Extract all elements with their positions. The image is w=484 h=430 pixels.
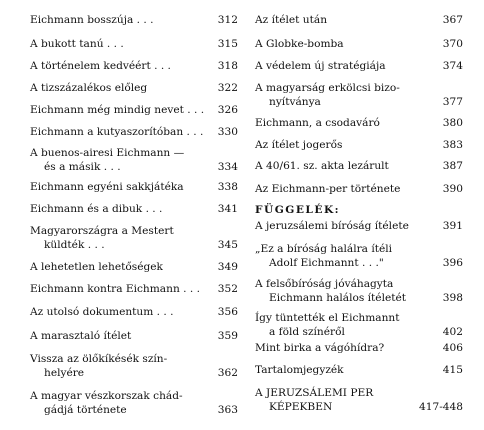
toc-entry	[30, 60, 238, 74]
toc-entry-title: Mint birka a vágóhídra?	[255, 342, 385, 354]
toc-entry-title-continued: gádjá története	[44, 403, 127, 416]
toc-entry	[255, 183, 463, 197]
toc-entry-title: Az ítélet után	[255, 14, 328, 26]
toc-entry-title: Vissza az ölőkíkésék szín-	[30, 353, 168, 365]
toc-entry	[30, 330, 238, 344]
toc-entry	[255, 160, 463, 174]
toc-entry-page: 352	[217, 283, 238, 295]
toc-entry-title: Tartalomjegyzék	[255, 364, 344, 376]
toc-entry-title: Az utolsó dokumentum . . .	[30, 306, 174, 318]
toc-entry-title-continued: és a másik . . .	[44, 160, 121, 173]
toc-entry	[30, 38, 238, 52]
toc-entry	[30, 283, 238, 297]
toc-entry-title: A bukott tanú . . .	[30, 38, 124, 50]
toc-entry	[30, 104, 238, 118]
toc-entry-title-continued: küldték . . .	[44, 238, 105, 251]
toc-entry-title: Magyarországra a Mestert	[30, 225, 174, 237]
toc-entry-title: A JERUZSÁLEMI PER	[255, 387, 374, 399]
toc-entry	[30, 14, 238, 28]
toc-entry	[255, 60, 463, 74]
toc-entry-page: 341	[217, 203, 238, 215]
toc-entry-page: 315	[217, 38, 238, 50]
toc-entry	[255, 139, 463, 153]
toc-entry-page: 312	[217, 14, 238, 26]
toc-entry-title: A történelem kedvéért . . .	[30, 60, 171, 72]
toc-entry-title: Eichmann kontra Eichmann . . .	[30, 283, 200, 295]
toc-entry-page: 377	[442, 95, 463, 108]
toc-entry	[255, 342, 463, 356]
toc-entry-page: 367	[442, 14, 463, 26]
toc-entry-page: 374	[442, 60, 463, 72]
toc-entry-page: 318	[217, 60, 238, 72]
toc-entry	[255, 387, 463, 414]
toc-entry-title: „Ez a bíróság halálra ítéli	[255, 243, 393, 255]
toc-entry-page: 359	[217, 330, 238, 342]
toc-entry-title: A magyarság erkölcsi bizo-	[255, 82, 400, 94]
toc-entry-title: A 40/61. sz. akta lezárult	[255, 160, 389, 172]
toc-entry-title: A buenos-airesi Eichmann —	[30, 147, 185, 159]
toc-entry	[255, 82, 463, 109]
toc-entry-page: 356	[217, 306, 238, 318]
toc-entry-title: A lehetetlen lehetőségek	[30, 261, 163, 273]
toc-entry-title: Eichmann bosszúja . . .	[30, 14, 154, 26]
toc-entry-title: Az ítélet jogerős	[255, 139, 343, 151]
toc-entry-title: Így tüntették el Eichmannt	[255, 312, 400, 324]
toc-entry	[30, 390, 238, 417]
toc-entry-title: Eichmann még mindig nevet . . .	[30, 104, 205, 116]
toc-entry-title: A magyar vészkorszak chád-	[30, 390, 183, 402]
toc-entry-title: A védelem új stratégiája	[255, 60, 386, 72]
toc-entry-title: A marasztaló ítélet	[30, 330, 132, 342]
toc-entry	[255, 117, 463, 131]
toc-entry-title-continued: Eichmann halálos ítéletét	[269, 291, 407, 304]
toc-entry-title-continued: nyítványa	[269, 95, 321, 108]
toc-entry-page: 338	[217, 181, 238, 193]
toc-entry-title: A Globke-bomba	[255, 38, 344, 50]
toc-entry	[30, 126, 238, 140]
toc-entry	[255, 278, 463, 305]
toc-entry-page: 363	[217, 403, 238, 416]
toc-entry	[255, 243, 463, 270]
toc-entry	[30, 181, 238, 195]
toc-entry-page: 380	[442, 117, 463, 129]
toc-entry-page: 370	[442, 38, 463, 50]
toc-entry-title: A tizszázalékos előleg	[30, 82, 148, 94]
toc-entry-title: A felsőbíróság jóváhagyta	[255, 278, 394, 290]
toc-entry-title: Az Eichmann-per története	[255, 183, 401, 195]
toc-entry-page: 383	[442, 139, 463, 151]
toc-entry	[255, 364, 463, 378]
toc-entry-page: 390	[442, 183, 463, 195]
toc-entry-page: 396	[442, 256, 463, 269]
toc-entry	[30, 203, 238, 217]
toc-entry	[30, 225, 238, 252]
toc-entry-title: A jeruzsálemi bíróság ítélete	[255, 220, 409, 232]
toc-entry-page: 387	[442, 160, 463, 172]
appendix-heading	[255, 204, 463, 218]
toc-entry-page: 322	[217, 82, 238, 94]
toc-section-title: FÜGGELÉK:	[255, 204, 341, 216]
toc-entry	[30, 147, 238, 174]
toc-entry-page: 345	[217, 238, 238, 251]
toc-entry-title-continued: helyére	[44, 366, 85, 379]
toc-entry	[255, 14, 463, 28]
toc-entry-page: 330	[217, 126, 238, 138]
toc-entry	[255, 38, 463, 52]
toc-entry-page: 362	[217, 366, 238, 379]
toc-entry	[255, 220, 463, 234]
toc-entry-title-continued: Adolf Eichmannt . . ."	[269, 256, 384, 269]
toc-entry	[30, 306, 238, 320]
toc-entry-title: Eichmann, a csodaváró	[255, 117, 380, 129]
toc-entry-page: 417-448	[418, 400, 463, 413]
toc-entry	[30, 82, 238, 96]
toc-entry-page: 398	[442, 291, 463, 304]
toc-entry	[30, 261, 238, 275]
toc-entry-page: 406	[442, 342, 463, 354]
toc-entry-title: Eichmann a kutyaszorítóban . . .	[30, 126, 204, 138]
toc-entry	[30, 353, 238, 380]
toc-entry-page: 349	[217, 261, 238, 273]
toc-entry-page: 402	[442, 325, 463, 338]
toc-entry-title: Eichmann és a dibuk . . .	[30, 203, 163, 215]
toc-entry-page: 391	[442, 220, 463, 232]
toc-entry	[255, 312, 463, 339]
toc-entry-page: 326	[217, 104, 238, 116]
toc-entry-page: 334	[217, 160, 238, 173]
toc-entry-title-continued: a föld színéről	[269, 325, 345, 338]
toc-entry-title: Eichmann egyéni sakkjátéka	[30, 181, 184, 193]
toc-entry-title-continued: KÉPEKBEN	[269, 400, 333, 413]
toc-entry-page: 415	[442, 364, 463, 376]
